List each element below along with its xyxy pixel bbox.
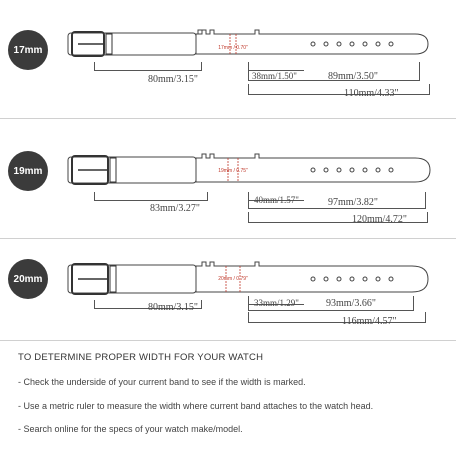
long-end-length: 89mm/3.50" [328, 71, 378, 82]
width-label: 17mm / 0.70" [218, 45, 248, 51]
instruction-item: - Search online for the specs of your watch make/model. [18, 424, 243, 434]
strap-drawing [60, 126, 440, 196]
width-label: 19mm / 0.75" [218, 168, 248, 174]
total-length-bracket [248, 84, 430, 95]
instructions-title: TO DETERMINE PROPER WIDTH FOR YOUR WATCH [18, 352, 264, 363]
short-end-length: 80mm/3.15" [148, 302, 198, 313]
total-length: 120mm/4.72" [352, 214, 407, 225]
total-length: 116mm/4.57" [342, 316, 397, 327]
size-badge: 17mm [8, 30, 48, 70]
size-row-19 [0, 126, 456, 236]
size-badge: 20mm [8, 259, 48, 299]
divider [0, 340, 456, 341]
width-label: 20mm / 0.79" [218, 276, 248, 282]
long-end-length: 93mm/3.66" [326, 298, 376, 309]
strap-drawing [60, 0, 440, 70]
long-end-length: 97mm/3.82" [328, 197, 378, 208]
instruction-item: - Check the underside of your current band to see if the width is marked. [18, 377, 306, 387]
short-end-bracket [94, 192, 208, 201]
hole-gap-length: 40mm/1.57" [254, 195, 299, 205]
total-length-bracket [248, 312, 426, 323]
hole-gap-length: 38mm/1.50" [252, 71, 297, 81]
instruction-item: - Use a metric ruler to measure the width where current band attaches to the watch head. [18, 401, 374, 411]
divider [0, 118, 456, 119]
short-end-bracket [94, 62, 202, 71]
size-row-20 [0, 236, 456, 346]
size-badge: 19mm [8, 151, 48, 191]
short-end-length: 83mm/3.27" [150, 203, 200, 214]
total-length: 110mm/4.33" [344, 88, 399, 99]
short-end-length: 80mm/3.15" [148, 74, 198, 85]
hole-gap-length: 33mm/1.29" [254, 298, 299, 308]
size-row-17 [0, 0, 456, 110]
